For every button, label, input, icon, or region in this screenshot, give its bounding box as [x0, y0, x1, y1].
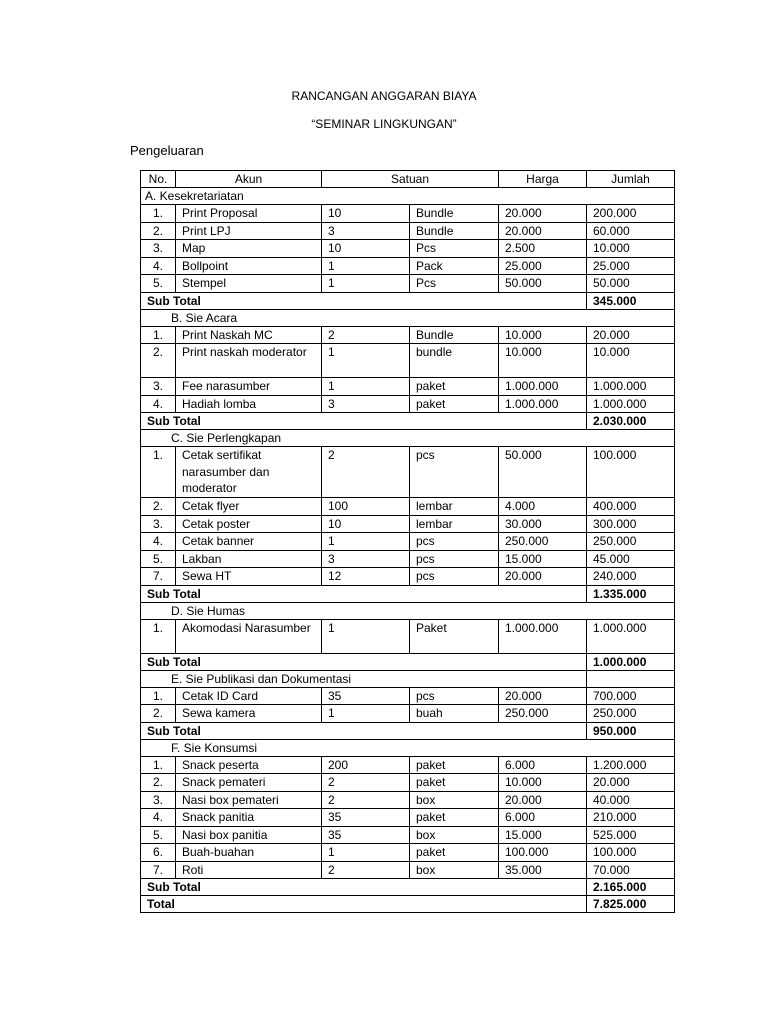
row-unit: paket: [410, 809, 499, 827]
row-no: 5.: [141, 550, 176, 568]
row-akun: Nasi box panitia: [176, 826, 322, 844]
row-harga: 50.000: [499, 447, 587, 498]
subtotal-row: [141, 879, 675, 896]
row-jumlah: 250.000: [587, 533, 675, 551]
row-unit: Bundle: [410, 326, 499, 344]
row-no: 1.: [141, 756, 176, 774]
section-row: [141, 739, 675, 756]
row-jumlah: 1.200.000: [587, 756, 675, 774]
row-jumlah: 700.000: [587, 687, 675, 705]
row-akun: Print Naskah MC: [176, 326, 322, 344]
row-unit: Bundle: [410, 205, 499, 223]
subtotal-row: [141, 722, 675, 739]
row-jumlah: 20.000: [587, 774, 675, 792]
row-unit: lembar: [410, 498, 499, 516]
row-qty: 3: [322, 550, 410, 568]
row-harga: 15.000: [499, 826, 587, 844]
section-label: A. Kesekretariatan: [141, 188, 675, 205]
table-row: [141, 687, 675, 705]
row-unit: Pack: [410, 257, 499, 275]
row-qty: 35: [322, 809, 410, 827]
row-harga: 15.000: [499, 550, 587, 568]
row-harga: 10.000: [499, 774, 587, 792]
row-harga: 250.000: [499, 533, 587, 551]
row-jumlah: 1.000.000: [587, 395, 675, 413]
table-row: [141, 809, 675, 827]
row-unit: paket: [410, 844, 499, 862]
table-row: [141, 619, 675, 653]
row-no: 2.: [141, 498, 176, 516]
row-unit: bundle: [410, 344, 499, 378]
row-harga: 4.000: [499, 498, 587, 516]
row-qty: 1: [322, 378, 410, 396]
row-no: 2.: [141, 705, 176, 723]
row-akun: Roti: [176, 861, 322, 879]
total-value: 7.825.000: [587, 896, 675, 913]
row-akun: Cetak sertifikat narasumber dan moderator: [176, 447, 322, 498]
row-harga: 10.000: [499, 344, 587, 378]
table-row: [141, 395, 675, 413]
subtotal-row: [141, 585, 675, 602]
row-qty: 100: [322, 498, 410, 516]
subtotal-value: 950.000: [587, 722, 675, 739]
row-unit: Pcs: [410, 240, 499, 258]
row-unit: pcs: [410, 550, 499, 568]
row-no: 4.: [141, 257, 176, 275]
row-unit: pcs: [410, 687, 499, 705]
row-harga: 6.000: [499, 756, 587, 774]
row-no: 5.: [141, 275, 176, 293]
row-akun: Print naskah moderator: [176, 344, 322, 378]
row-akun: Bollpoint: [176, 257, 322, 275]
row-akun: Print LPJ: [176, 222, 322, 240]
row-no: 4.: [141, 809, 176, 827]
subtotal-row: [141, 653, 675, 670]
section-jumlah-empty: [587, 670, 675, 687]
row-no: 2.: [141, 222, 176, 240]
total-label: Total: [141, 896, 587, 913]
row-harga: 1.000.000: [499, 619, 587, 653]
table-row: [141, 205, 675, 223]
section-row: [141, 670, 675, 687]
row-jumlah: 210.000: [587, 809, 675, 827]
row-harga: 6.000: [499, 809, 587, 827]
table-row: [141, 498, 675, 516]
budget-table: [140, 170, 675, 913]
subtotal-value: 1.335.000: [587, 585, 675, 602]
table-row: [141, 222, 675, 240]
row-akun: Buah-buahan: [176, 844, 322, 862]
row-unit: Pcs: [410, 275, 499, 293]
table-row: [141, 861, 675, 879]
row-akun: Sewa HT: [176, 568, 322, 586]
row-no: 1.: [141, 447, 176, 498]
header-no: No.: [141, 171, 176, 188]
row-jumlah: 10.000: [587, 344, 675, 378]
table-row: [141, 326, 675, 344]
row-jumlah: 100.000: [587, 844, 675, 862]
section-label: C. Sie Perlengkapan: [141, 430, 675, 447]
row-no: 3.: [141, 378, 176, 396]
subtotal-label: Sub Total: [141, 585, 587, 602]
row-harga: 1.000.000: [499, 378, 587, 396]
row-jumlah: 250.000: [587, 705, 675, 723]
header-harga: Harga: [499, 171, 587, 188]
row-qty: 1: [322, 344, 410, 378]
section-label: F. Sie Konsumsi: [141, 739, 675, 756]
row-qty: 3: [322, 222, 410, 240]
table-row: [141, 257, 675, 275]
row-no: 2.: [141, 344, 176, 378]
row-harga: 20.000: [499, 568, 587, 586]
row-no: 6.: [141, 844, 176, 862]
subtotal-label: Sub Total: [141, 879, 587, 896]
row-akun: Map: [176, 240, 322, 258]
row-jumlah: 25.000: [587, 257, 675, 275]
table-body: [141, 188, 675, 913]
row-no: 3.: [141, 791, 176, 809]
row-unit: paket: [410, 395, 499, 413]
row-harga: 20.000: [499, 687, 587, 705]
row-jumlah: 240.000: [587, 568, 675, 586]
document-title: RANCANGAN ANGGARAN BIAYA: [291, 89, 477, 103]
table-row: [141, 240, 675, 258]
header-satuan: Satuan: [322, 171, 499, 188]
section-row: [141, 602, 675, 619]
subtotal-value: 1.000.000: [587, 653, 675, 670]
row-akun: Cetak poster: [176, 515, 322, 533]
row-qty: 200: [322, 756, 410, 774]
table-row: [141, 791, 675, 809]
row-no: 1.: [141, 326, 176, 344]
subtotal-value: 2.165.000: [587, 879, 675, 896]
row-qty: 35: [322, 826, 410, 844]
row-jumlah: 400.000: [587, 498, 675, 516]
row-no: 7.: [141, 568, 176, 586]
row-jumlah: 1.000.000: [587, 378, 675, 396]
row-no: 1.: [141, 619, 176, 653]
row-akun: Akomodasi Narasumber: [176, 619, 322, 653]
row-jumlah: 50.000: [587, 275, 675, 293]
table-row: [141, 756, 675, 774]
header-akun: Akun: [176, 171, 322, 188]
row-harga: 20.000: [499, 205, 587, 223]
row-akun: Nasi box pemateri: [176, 791, 322, 809]
table-row: [141, 568, 675, 586]
section-row: [141, 309, 675, 326]
row-qty: 1: [322, 275, 410, 293]
row-akun: Lakban: [176, 550, 322, 568]
table-row: [141, 275, 675, 293]
row-qty: 1: [322, 533, 410, 551]
total-row: [141, 896, 675, 913]
document-subtitle: “SEMINAR LINGKUNGAN”: [311, 117, 457, 131]
subtotal-row: [141, 292, 675, 309]
row-unit: Bundle: [410, 222, 499, 240]
row-no: 4.: [141, 533, 176, 551]
row-harga: 20.000: [499, 222, 587, 240]
subtotal-value: 345.000: [587, 292, 675, 309]
row-qty: 12: [322, 568, 410, 586]
row-qty: 10: [322, 515, 410, 533]
table-row: [141, 550, 675, 568]
row-no: 2.: [141, 774, 176, 792]
table-row: [141, 447, 675, 498]
row-qty: 35: [322, 687, 410, 705]
subtotal-label: Sub Total: [141, 653, 587, 670]
row-akun: Print Proposal: [176, 205, 322, 223]
row-unit: paket: [410, 756, 499, 774]
row-akun: Hadiah lomba: [176, 395, 322, 413]
row-jumlah: 40.000: [587, 791, 675, 809]
row-akun: Snack pemateri: [176, 774, 322, 792]
row-jumlah: 525.000: [587, 826, 675, 844]
row-jumlah: 60.000: [587, 222, 675, 240]
table-row: [141, 705, 675, 723]
row-qty: 2: [322, 861, 410, 879]
row-akun: Cetak ID Card: [176, 687, 322, 705]
row-no: 4.: [141, 395, 176, 413]
row-harga: 10.000: [499, 326, 587, 344]
section-label: B. Sie Acara: [141, 309, 675, 326]
section-row: [141, 188, 675, 205]
table-row: [141, 515, 675, 533]
row-unit: buah: [410, 705, 499, 723]
row-unit: box: [410, 826, 499, 844]
row-jumlah: 200.000: [587, 205, 675, 223]
row-qty: 2: [322, 774, 410, 792]
row-jumlah: 10.000: [587, 240, 675, 258]
row-no: 1.: [141, 687, 176, 705]
row-harga: 20.000: [499, 791, 587, 809]
row-akun: Sewa kamera: [176, 705, 322, 723]
section-label: E. Sie Publikasi dan Dokumentasi: [141, 670, 587, 687]
row-qty: 10: [322, 240, 410, 258]
row-unit: paket: [410, 774, 499, 792]
row-qty: 1: [322, 705, 410, 723]
section-intro: Pengeluaran: [130, 143, 204, 158]
row-qty: 1: [322, 257, 410, 275]
row-harga: 100.000: [499, 844, 587, 862]
row-unit: pcs: [410, 533, 499, 551]
subtotal-label: Sub Total: [141, 722, 587, 739]
row-akun: Stempel: [176, 275, 322, 293]
section-label: D. Sie Humas: [141, 602, 675, 619]
row-qty: 2: [322, 791, 410, 809]
row-harga: 250.000: [499, 705, 587, 723]
row-unit: paket: [410, 378, 499, 396]
row-unit: lembar: [410, 515, 499, 533]
row-unit: box: [410, 861, 499, 879]
row-no: 1.: [141, 205, 176, 223]
row-no: 3.: [141, 515, 176, 533]
row-qty: 10: [322, 205, 410, 223]
row-qty: 2: [322, 447, 410, 498]
row-jumlah: 300.000: [587, 515, 675, 533]
table-header-row: [141, 171, 675, 188]
row-no: 7.: [141, 861, 176, 879]
row-harga: 30.000: [499, 515, 587, 533]
row-qty: 1: [322, 619, 410, 653]
subtotal-label: Sub Total: [141, 413, 587, 430]
row-qty: 2: [322, 326, 410, 344]
row-no: 5.: [141, 826, 176, 844]
table-row: [141, 378, 675, 396]
row-harga: 2.500: [499, 240, 587, 258]
row-qty: 3: [322, 395, 410, 413]
row-harga: 1.000.000: [499, 395, 587, 413]
row-akun: Snack panitia: [176, 809, 322, 827]
subtotal-label: Sub Total: [141, 292, 587, 309]
header-jumlah: Jumlah: [587, 171, 675, 188]
row-jumlah: 45.000: [587, 550, 675, 568]
table-row: [141, 344, 675, 378]
row-jumlah: 1.000.000: [587, 619, 675, 653]
table-row: [141, 844, 675, 862]
row-akun: Snack peserta: [176, 756, 322, 774]
table-row: [141, 533, 675, 551]
row-harga: 50.000: [499, 275, 587, 293]
section-row: [141, 430, 675, 447]
row-no: 3.: [141, 240, 176, 258]
row-akun: Cetak banner: [176, 533, 322, 551]
row-harga: 35.000: [499, 861, 587, 879]
subtotal-value: 2.030.000: [587, 413, 675, 430]
subtotal-row: [141, 413, 675, 430]
row-jumlah: 70.000: [587, 861, 675, 879]
row-unit: box: [410, 791, 499, 809]
row-unit: pcs: [410, 447, 499, 498]
row-harga: 25.000: [499, 257, 587, 275]
row-akun: Cetak flyer: [176, 498, 322, 516]
table-row: [141, 826, 675, 844]
table-row: [141, 774, 675, 792]
row-unit: Paket: [410, 619, 499, 653]
row-unit: pcs: [410, 568, 499, 586]
row-jumlah: 20.000: [587, 326, 675, 344]
row-akun: Fee narasumber: [176, 378, 322, 396]
row-qty: 1: [322, 844, 410, 862]
row-jumlah: 100.000: [587, 447, 675, 498]
